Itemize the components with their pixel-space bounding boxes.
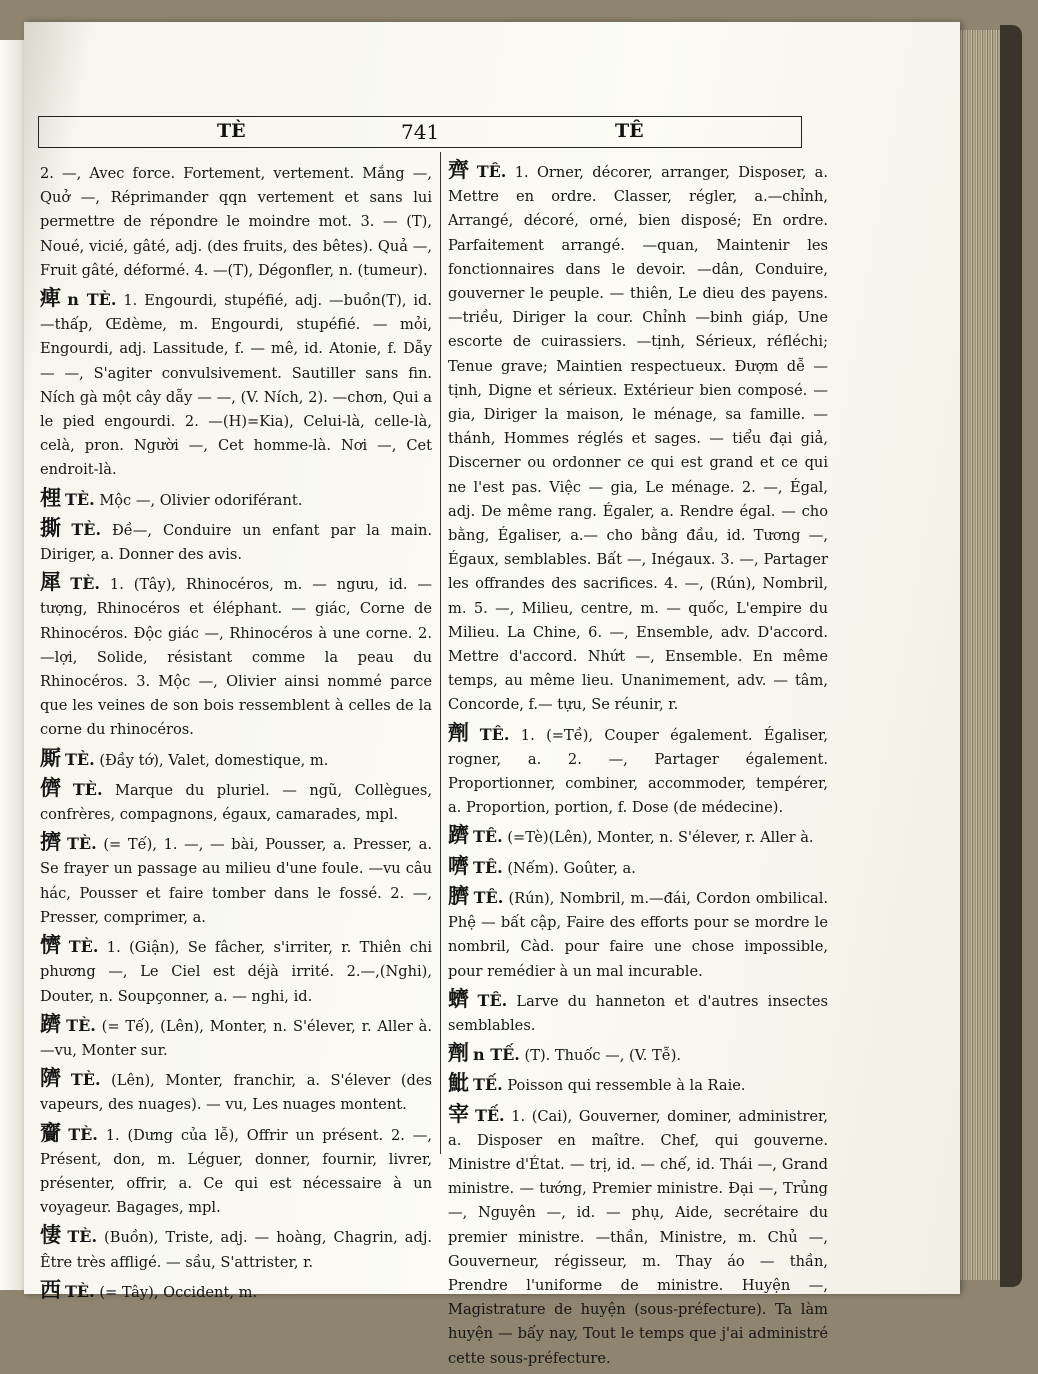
dictionary-entry — [448, 1041, 828, 1068]
dictionary-entry — [448, 1071, 828, 1098]
entry-character: 劑 — [448, 1040, 469, 1066]
column-divider — [440, 152, 441, 1154]
entry-text: 1. (=Tề), Couper également. Égaliser, rogner, a. 2. —, Partager également. Proportionner, combiner, accommoder, tempérer, a. Proportion, portion, f. Dose (de médecine). — [448, 726, 828, 817]
entry-headword: TÈ. — [65, 1281, 95, 1301]
entry-character: 厮 — [40, 744, 61, 770]
entry-character: 蠐 — [448, 985, 474, 1011]
dictionary-entry — [40, 286, 432, 483]
dictionary-entry — [448, 987, 828, 1038]
dictionary-entry — [448, 884, 828, 984]
entry-text: (= Tế), 1. —, — bài, Pousser, a. Presser, a. Se frayer un passage au milieu d'une foule. —vu câu hác, Pousser et faire tomber dans le fossé. 2. —, Presser, comprimer, a. — [40, 836, 433, 926]
entry-text: 1. Orner, décorer, arranger, Disposer, a. Mettre en ordre. Classer, régler, a.—chỉnh, Arrangé, décoré, orné, bien disposé; En ordre. Parfaitement arrangé. —quan, Maintenir les fonctionnaires dans le devoir. —dân, Conduire, gouverner le peuple. — thiên, Le dieu des payens. —triều, Diriger la cour. Chỉnh —binh giáp, Une escorte de cuirassiers. —tịnh, Sérieux, réfléchi; Tenue grave; Maintien respectueux. Đượm dễ — tịnh, Digne et sérieux. Extérieur bien composé. — gia, Diriger la maison, le ménage, sa famille. —thánh, Hommes réglés et sages. — tiểu đại giả, Discerner ou ordonner ce qui est grand et ce qui ne l'est pas. Việc — gia, Le ménage. 2. —, Égal, adj. De même rang. Égaler, a. Rendre égal. — cho bằng, Égaliser, a.— cho bằng đầu, id. Tương —, Égaux, semblables. Bất —, Inégaux. 3. —, Partager les offrandes des sacrifices. 4. —, (Rún), Nombril, m. 5. —, Milieu, centre, m. — quốc, L'empire du Milieu. La Chine, 6. —, Ensemble, adv. D'accord. Mettre d'accord. Nhứt —, Ensemble. En même temps, au même lieu. Unanimement, adv. — tâm, Concorde, f.— tựu, Se réunir, r. — [448, 164, 828, 714]
entry-text: 1. Engourdi, stupéfié, adj. —buồn(T), id. —thấp, Œdème, m. Engourdi, stupéfié. — mỏi, Engourdi, adj. Lassitude, f. — mê, id. Atonie, f. Dẫy — —, S'agiter convulsivement. Sautiller sans fin. Ních gà một cây dẫy — —, (V. Ních, 2). —chơn, Qui a le pied engourdi. 2. —(H)=Kia), Celui-là, celle-là, celà, pron. Người —, Cet homme-là. Nơi —, Cet endroit-là. — [40, 292, 433, 479]
entry-character: 嚌 — [448, 852, 469, 878]
entry-headword: TÈ. — [70, 1070, 101, 1090]
entry-headword: TÈ. — [65, 489, 95, 509]
entry-text: Marque du pluriel. — ngũ, Collègues, confrères, compagnons, égaux, camarades, mpl. — [40, 781, 433, 824]
entry-text: Poisson qui ressemble à la Raie. — [507, 1077, 746, 1095]
entry-character: 儕 — [40, 774, 69, 800]
dictionary-entry — [40, 1066, 432, 1117]
entry-headword: TÊ. — [477, 990, 508, 1010]
entry-text: 1. (Dưng của lễ), Offrir un présent. 2. —, Présent, don, m. Léguer, donner, fournir, livrer, présenter, offrir, a. Ce qui est nécessaire à un voyageur. Bagages, mpl. — [40, 1126, 433, 1217]
right-column — [448, 158, 828, 1374]
dictionary-entry — [40, 570, 432, 742]
entry-headword: TẾ. — [474, 1105, 505, 1125]
entry-character: 齎 — [40, 1119, 65, 1145]
dictionary-entry — [40, 1278, 432, 1305]
entry-character: 西 — [40, 1276, 61, 1302]
dictionary-entry — [40, 933, 432, 1009]
entry-headword: TÈ. — [71, 519, 102, 539]
entry-headword: TÊ. — [479, 724, 510, 744]
entry-character: 躋 — [40, 1010, 63, 1036]
entry-headword: TÊ. — [476, 162, 507, 181]
entry-character: 擠 — [40, 829, 64, 855]
entry-text: 1. (Giận), Se fâcher, s'irriter, r. Thiên chi phương —, Le Ciel est déjà irrité. 2.—,(Nghi), Douter, n. Soupçonner, a. — nghi, id. — [40, 939, 433, 1005]
dictionary-entry — [448, 721, 828, 821]
dictionary-entry — [448, 854, 828, 881]
entry-text: (Lên), Monter, franchir, a. S'élever (des vapeurs, des nuages). — vu, Les nuages montent. — [40, 1072, 433, 1114]
entry-character: 魮 — [448, 1070, 469, 1096]
entry-headword: TÈ. — [68, 1124, 98, 1144]
dictionary-entry — [40, 516, 432, 567]
entry-text: (Nếm). Goûter, a. — [507, 859, 636, 877]
dictionary-entry — [40, 1121, 432, 1221]
page-number: 741 — [401, 120, 440, 144]
dictionary-entry — [40, 746, 432, 773]
entry-text: Mộc —, Olivier odoriférant. — [99, 491, 303, 509]
entry-headword: TÊ. — [473, 887, 504, 907]
entry-headword: TÈ. — [67, 1227, 98, 1247]
entry-character: 齊 — [448, 157, 473, 182]
entry-text: (Buồn), Triste, adj. — hoàng, Chagrin, adj. Être très affligé. — sầu, S'attrister, r. — [40, 1229, 433, 1271]
entry-text: 1. (Cai), Gouverner, dominer, administrer, a. Disposer en maître. Chef, qui gouverne. Ministre d'État. — trị, id. — chế, id. Thái —, Grand ministre. — tướng, Premier ministre. Đại —, Trủng —, Nguyên —, id. — phụ, Aide, secrétaire du premier ministre. —thần, Ministre, m. Chủ —, Gouverneur, régisseur, m. Thay áo — thần, Prendre l'uniforme de ministre. Huyện —, Magistrature de huyện (sous-préfecture). Ta làm huyện — bấy nay, Tout le temps que j'ai administré cette sous-préfecture. — [448, 1107, 828, 1367]
running-header — [38, 116, 802, 148]
dictionary-entry — [448, 1102, 828, 1371]
entry-character: 宰 — [448, 1100, 471, 1126]
entry-text: (= Tế), (Lên), Monter, n. S'élever, r. Aller à. —vu, Monter sur. — [40, 1017, 433, 1059]
entry-text: 2. —, Avec force. Fortement, vertement. Mắng —, Quở —, Réprimander qqn vertement et sans lui permettre de répondre le moindre mot. 3. — (T), Noué, vicié, gâté, adj. (des fruits, des bêtes). Quả —, Fruit gâté, déformé. 4. —(T), Dégonfler, n. (tumeur). — [40, 165, 432, 279]
header-left-word: TÈ — [217, 120, 246, 142]
dictionary-entry — [448, 823, 828, 850]
entry-character: 悽 — [40, 1222, 64, 1248]
dictionary-entry — [40, 1223, 432, 1274]
entry-text: (Đầy tớ), Valet, domestique, m. — [99, 751, 329, 769]
entry-text: 1. (Tây), Rhinocéros, m. — ngưu, id. — tượng, Rhinocéros et éléphant. — giác, Corne de Rhinocéros. Độc giác —, Rhinocéros à une corne. 2. —lợi, Solide, résistant comme la peau du Rhinocéros. 3. Mộc —, Olivier ainsi nommé parce que les veines de son bois ressemblent à celles de la corne du rhinocéros. — [40, 576, 433, 739]
entry-headword: TÈ. — [65, 749, 95, 769]
entry-text: (= Tây), Occident, m. — [99, 1283, 258, 1301]
entry-headword: n TÈ. — [67, 290, 117, 310]
entry-headword: TÈ. — [67, 834, 97, 854]
entry-text: (T). Thuốc —, (V. Tễ). — [524, 1047, 682, 1065]
dictionary-entry — [40, 162, 432, 283]
dictionary-entry — [40, 1012, 432, 1063]
entry-character: 劑 — [448, 719, 476, 745]
entry-headword: TÈ. — [70, 574, 100, 594]
dictionary-entry — [40, 776, 432, 827]
entry-headword: n TẾ. — [473, 1045, 520, 1065]
entry-text: Larve du hanneton et d'autres insectes semblables. — [448, 992, 829, 1034]
entry-headword: TÈ. — [66, 1015, 96, 1035]
dictionary-entry — [40, 830, 432, 930]
dictionary-entry — [40, 486, 432, 513]
entry-character: 撕 — [40, 514, 68, 540]
entry-text: (Rún), Nombril, m.—đái, Cordon ombilical. Phệ — bất cập, Faire des efforts pour se mordre le nombril, Càd. pour faire une chose impossible, pour remédier à un mal incurable. — [448, 889, 829, 980]
entry-headword: TÊ. — [473, 857, 503, 877]
entry-character: 犀 — [40, 569, 67, 595]
dictionary-entry — [448, 158, 828, 718]
entry-character: 隮 — [40, 1065, 67, 1091]
left-column — [40, 162, 432, 1308]
entry-character: 臍 — [448, 882, 470, 908]
book-cover — [1000, 25, 1022, 1287]
entry-headword: TÈ. — [72, 779, 103, 799]
entry-character: 痺 — [40, 285, 64, 311]
header-right-word: TÊ — [615, 120, 644, 142]
entry-character: 梩 — [40, 484, 61, 510]
entry-headword: TÊ. — [473, 827, 503, 847]
entry-character: 懠 — [40, 932, 65, 958]
entry-headword: TÈ. — [68, 937, 99, 957]
entry-text: (=Tè)(Lên), Monter, n. S'élever, r. Aller à. — [507, 829, 814, 847]
entry-character: 躋 — [448, 822, 469, 848]
entry-headword: TẾ. — [473, 1075, 503, 1095]
entry-text: Đề—, Conduire un enfant par la main. Diriger, a. Donner des avis. — [40, 521, 433, 564]
